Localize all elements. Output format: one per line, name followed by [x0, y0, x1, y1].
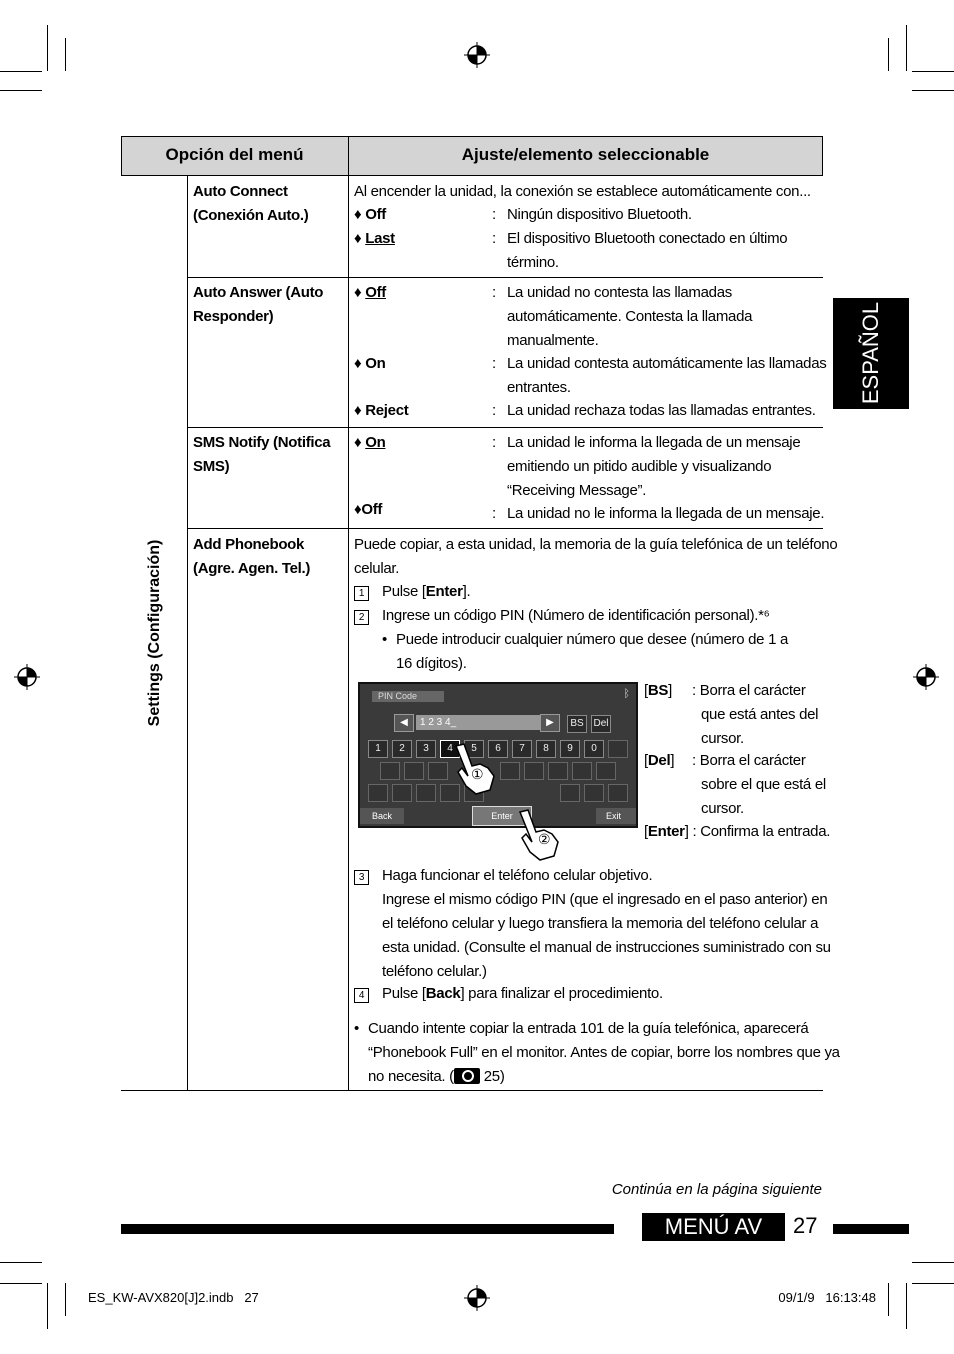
- step-3: 3: [354, 864, 369, 888]
- auto-answer-reject-desc: La unidad rechaza todas las llamadas entrantes.: [507, 402, 816, 419]
- file-info: ES_KW-AVX820[J]2.indb 27: [88, 1290, 259, 1305]
- enter-button[interactable]: Enter: [472, 806, 532, 826]
- sms-notify-option-off: ♦Off: [354, 501, 383, 518]
- auto-answer-off-desc: La unidad no contesta las llamadas automáticamente. Contesta la llamada manualmente.: [507, 284, 753, 349]
- blank-key: [608, 784, 628, 802]
- crop-mark: [0, 1262, 42, 1263]
- callout-1: ①: [471, 766, 484, 782]
- blank-key: [392, 784, 412, 802]
- crop-mark: [0, 1283, 42, 1284]
- registration-mark-icon: [913, 664, 939, 690]
- auto-connect-intro: Al encender la unidad, la conexión se establece automáticamente con...: [354, 183, 811, 200]
- step-3-text: Haga funcionar el teléfono celular objetivo. Ingrese el mismo código PIN (que el ingresado en el paso anterior) en el teléfono celular y luego transfiera la memoria del teléfono celular a esta unidad. (Consulte el manual de instrucciones suministrado con su teléfono celular.): [382, 867, 831, 980]
- registration-mark-icon: [464, 1285, 490, 1311]
- blank-key: [584, 784, 604, 802]
- bs-key-label: [BS]: [644, 682, 672, 699]
- step-1: 1 Pulse [Enter].: [354, 580, 369, 604]
- bs-button[interactable]: BS: [567, 715, 587, 733]
- step-4: 4 Pulse [Back] para finalizar el procedimiento.: [354, 982, 369, 1006]
- blank-key: [500, 762, 520, 780]
- digit-key[interactable]: 0: [584, 740, 604, 758]
- row-sms-notify-name: SMS Notify (Notifica SMS): [193, 434, 331, 475]
- auto-connect-option-off: ♦ Off: [354, 206, 386, 223]
- header-setting: Ajuste/elemento seleccionable: [461, 145, 710, 164]
- auto-answer-option-reject: ♦ Reject: [354, 402, 409, 419]
- crop-mark: [912, 1262, 954, 1263]
- auto-answer-option-on: ♦ On: [354, 355, 386, 372]
- crop-mark: [912, 71, 954, 72]
- blank-key: [596, 762, 616, 780]
- language-tab: [833, 298, 909, 409]
- crop-mark: [888, 1283, 889, 1316]
- magnifier-icon: [454, 1068, 480, 1084]
- blank-key: [428, 762, 448, 780]
- step-2: 2 Ingrese un código PIN (Número de identificación personal).*⁶: [354, 604, 369, 628]
- digit-key[interactable]: 8: [536, 740, 556, 758]
- del-key-desc: : Borra el carácter sobre el que está el cursor.: [692, 752, 826, 817]
- auto-connect-last-desc: El dispositivo Bluetooth conectado en último término.: [507, 230, 788, 271]
- bluetooth-icon: ᛒ: [623, 688, 630, 700]
- sms-notify-option-on: ♦ On: [354, 434, 386, 451]
- digit-key[interactable]: 6: [488, 740, 508, 758]
- crop-mark: [0, 71, 42, 72]
- menu-av-label: MENÚ AV: [642, 1213, 785, 1241]
- registration-mark-icon: [464, 42, 490, 68]
- settings-side-label: Settings (Configuración): [146, 539, 163, 727]
- enter-key-desc: [Enter] : Confirma la entrada.: [644, 823, 831, 840]
- digit-key[interactable]: 9: [560, 740, 580, 758]
- crop-mark: [912, 1283, 954, 1284]
- auto-connect-option-last: ♦ Last: [354, 230, 395, 247]
- digit-key[interactable]: 3: [416, 740, 436, 758]
- sms-notify-off-desc: La unidad no le informa la llegada de un mensaje.: [507, 505, 825, 522]
- digit-key[interactable]: 5: [464, 740, 484, 758]
- footer-bar: [833, 1224, 909, 1234]
- del-button[interactable]: Del: [591, 715, 611, 733]
- crop-mark: [65, 1283, 66, 1316]
- blank-key: [608, 740, 628, 758]
- auto-connect-off-desc: Ningún dispositivo Bluetooth.: [507, 206, 692, 223]
- page-number: 27: [793, 1213, 818, 1238]
- crop-mark: [47, 1283, 48, 1329]
- pin-screen-title: PIN Code: [372, 691, 444, 702]
- auto-answer-option-off: ♦ Off: [354, 284, 386, 301]
- crop-mark: [906, 1283, 907, 1329]
- blank-key: [404, 762, 424, 780]
- language-tab-label: ESPAÑOL: [858, 301, 883, 405]
- digit-key[interactable]: 4: [440, 740, 460, 758]
- blank-key: [368, 784, 388, 802]
- bs-key-desc: : Borra el carácter que está antes del cursor.: [692, 682, 819, 747]
- back-button[interactable]: Back: [360, 808, 404, 824]
- add-phonebook-intro: Puede copiar, a esta unidad, la memoria de la guía telefónica de un teléfono celular.: [354, 536, 838, 577]
- footer-bar: [121, 1224, 614, 1234]
- blank-key: [560, 784, 580, 802]
- auto-answer-on-desc: La unidad contesta automáticamente las llamadas entrantes.: [507, 355, 827, 396]
- del-key-label: [Del]: [644, 752, 675, 769]
- crop-mark: [65, 38, 66, 71]
- sms-notify-on-desc: La unidad le informa la llegada de un mensaje emitiendo un pitido audible y visualizando “Receiving Message”.: [507, 434, 801, 499]
- blank-key: [548, 762, 568, 780]
- blank-key: [524, 762, 544, 780]
- pin-input[interactable]: 1 2 3 4_: [416, 715, 540, 730]
- digit-key[interactable]: 7: [512, 740, 532, 758]
- exit-button[interactable]: Exit: [596, 808, 636, 824]
- crop-mark: [0, 90, 42, 91]
- digit-key[interactable]: 1: [368, 740, 388, 758]
- row-auto-connect-name: Auto Connect (Conexión Auto.): [193, 183, 309, 224]
- header-menu-option: Opción del menú: [165, 145, 304, 164]
- crop-mark: [888, 38, 889, 71]
- blank-key: [416, 784, 436, 802]
- phonebook-note: Cuando intente copiar la entrada 101 de la guía telefónica, aparecerá “Phonebook Full” en el monitor. Antes de copiar, borre los nombres que ya no necesita. ( 25): [368, 1020, 840, 1085]
- blank-key: [380, 762, 400, 780]
- timestamp: 09/1/9 16:13:48: [778, 1290, 876, 1305]
- arrow-right-icon[interactable]: ▶: [540, 714, 560, 732]
- row-auto-answer-name: Auto Answer (Auto Responder): [193, 284, 324, 325]
- callout-2: ②: [538, 831, 551, 847]
- continue-note: Continúa en la página siguiente: [611, 1181, 822, 1198]
- blank-key: [572, 762, 592, 780]
- step-2-bullet: Puede introducir cualquier número que desee (número de 1 a 16 dígitos).: [396, 631, 789, 672]
- crop-mark: [47, 25, 48, 71]
- crop-mark: [906, 25, 907, 71]
- registration-mark-icon: [14, 664, 40, 690]
- arrow-left-icon[interactable]: ◀: [394, 714, 414, 732]
- row-add-phonebook-name: Add Phonebook (Agre. Agen. Tel.): [193, 536, 311, 577]
- crop-mark: [912, 90, 954, 91]
- digit-key[interactable]: 2: [392, 740, 412, 758]
